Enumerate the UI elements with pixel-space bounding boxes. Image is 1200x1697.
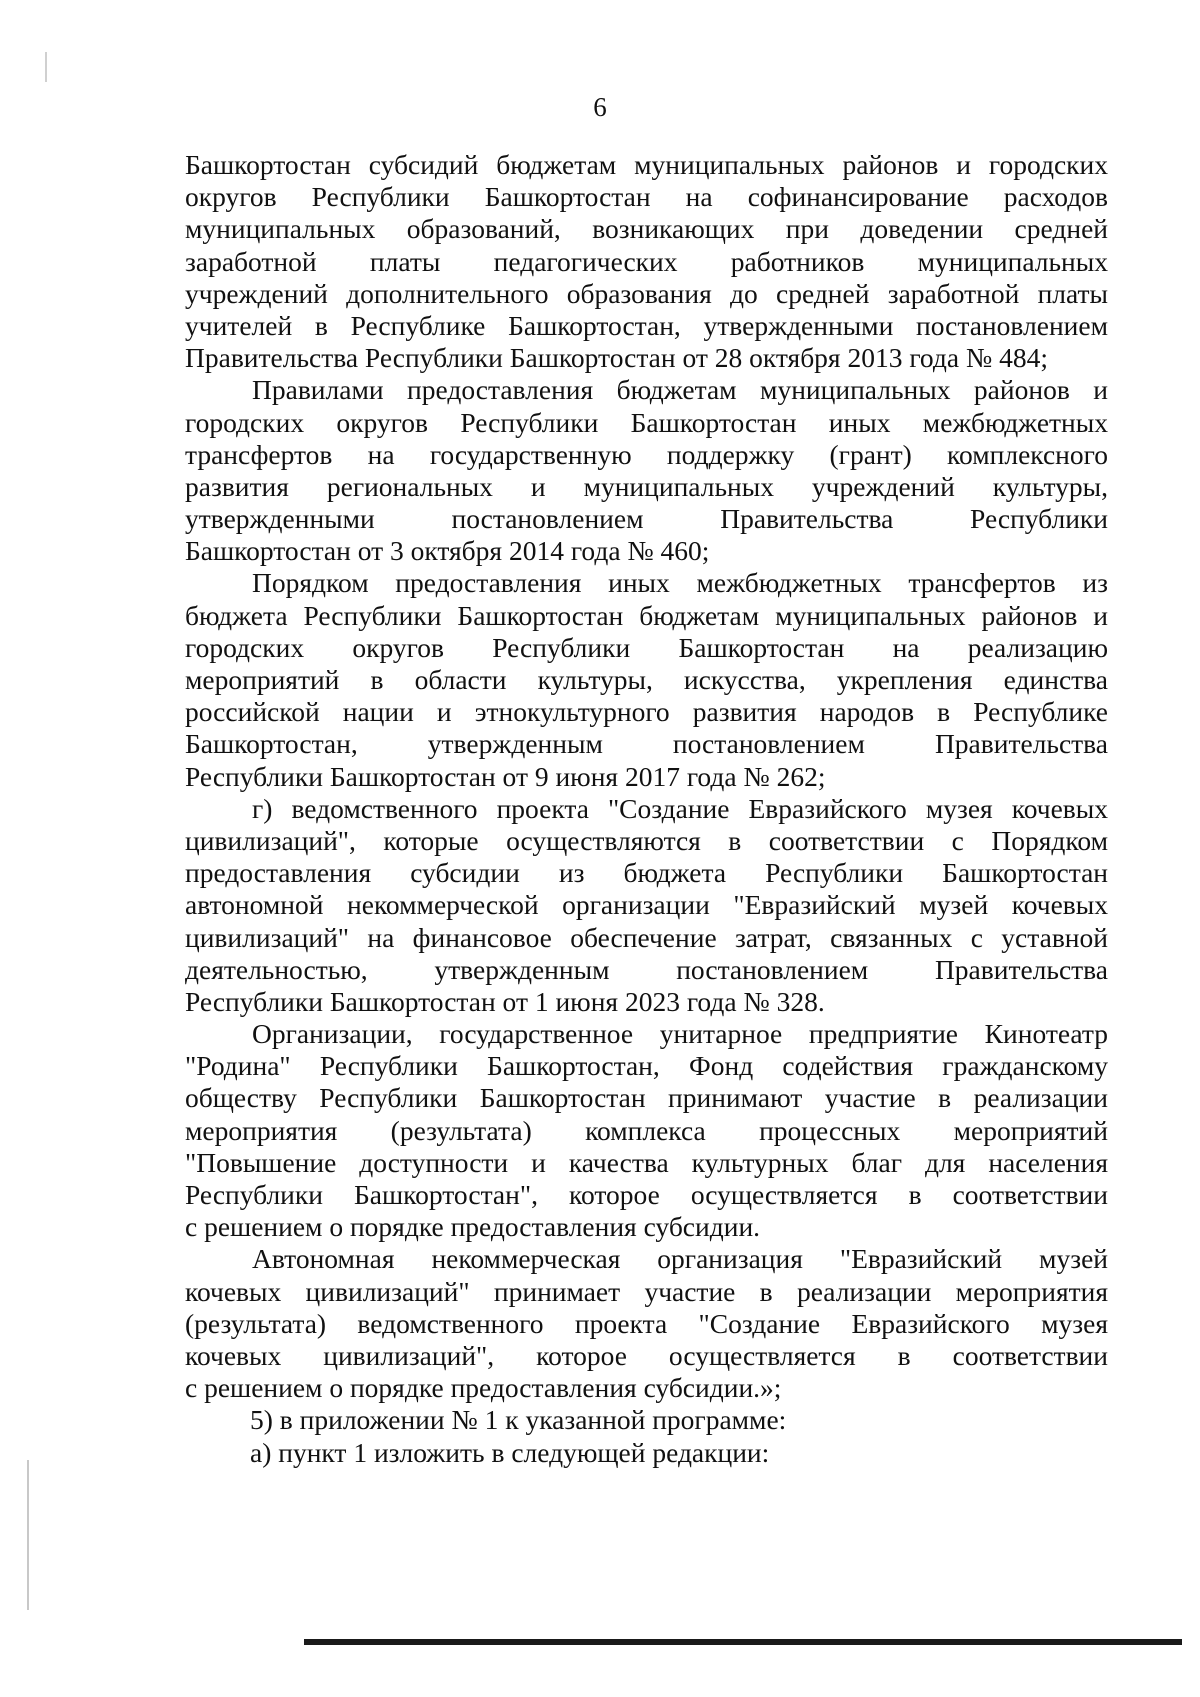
text-line: "Родина" Республики Башкортостан, Фонд содействия гражданскому <box>185 1050 1108 1082</box>
text-line: Республики Башкортостан от 9 июня 2017 года № 262; <box>185 760 826 792</box>
text-line: Организации, государственное унитарное предприятие Кинотеатр <box>252 1018 1108 1050</box>
text-line: мероприятий в области культуры, искусства, укрепления единства <box>185 664 1108 695</box>
text-line: утвержденными постановлением Правительства Республики <box>185 503 1108 535</box>
text-line: заработной платы педагогических работников муниципальных <box>185 245 1108 277</box>
text-line: г) ведомственного проекта "Создание Евразийского музея кочевых <box>252 792 1108 824</box>
text-line: с решением о порядке предоставления субсидии.»; <box>185 1372 782 1404</box>
text-line: мероприятия (результата) комплекса процессных мероприятий <box>185 1114 1108 1146</box>
bottom-rule <box>304 1639 1182 1645</box>
text-line: Порядком предоставления иных межбюджетных трансфертов из <box>252 567 1108 599</box>
text-line: учреждений дополнительного образования до средней заработной платы <box>185 277 1108 309</box>
text-line: цивилизаций", которые осуществляются в соответствии с Порядком <box>185 824 1108 856</box>
text-line: деятельностью, утвержденным постановлением Правительства <box>185 953 1108 985</box>
text-line: развития региональных и муниципальных учреждений культуры, <box>185 470 1108 502</box>
text-line: (результата) ведомственного проекта "Создание Евразийского музея <box>185 1307 1108 1339</box>
text-line: цивилизаций" на финансовое обеспечение затрат, связанных с уставной <box>185 921 1108 953</box>
text-line: бюджета Республики Башкортостан бюджетам муниципальных районов и <box>185 599 1108 631</box>
text-line: Башкортостан, утвержденным постановлением Правительства <box>185 728 1108 760</box>
text-line: городских округов Республики Башкортостан на реализацию <box>185 631 1108 663</box>
scan-artifact-top <box>45 52 47 82</box>
text-line: Правилами предоставления бюджетам муниципальных районов и <box>252 374 1108 406</box>
text-line: российской нации и этнокультурного развития народов в Республике <box>185 696 1108 728</box>
text-line: "Повышение доступности и качества культурных благ для населения <box>185 1146 1108 1178</box>
text-line: Башкортостан от 3 октября 2014 года № 460; <box>185 535 710 567</box>
text-line: учителей в Республике Башкортостан, утвержденными постановлением <box>185 309 1108 341</box>
page-number: 6 <box>593 92 607 122</box>
text-line: муниципальных образований, возникающих при доведении средней <box>185 213 1108 245</box>
text-line: автономной некоммерческой организации "Евразийский музей кочевых <box>185 889 1108 921</box>
text-line: городских округов Республики Башкортостан иных межбюджетных <box>185 406 1108 438</box>
text-line: а) пункт 1 изложить в следующей редакции: <box>250 1436 770 1468</box>
text-line: Республики Башкортостан", которое осуществляется в соответствии <box>185 1179 1108 1210</box>
text-line: кочевых цивилизаций" принимает участие в реализации мероприятия <box>185 1275 1108 1307</box>
text-line: предоставления субсидии из бюджета Республики Башкортостан <box>185 857 1108 889</box>
text-line: округов Республики Башкортостан на софинансирование расходов <box>185 181 1108 213</box>
text-line: Башкортостан субсидий бюджетам муниципальных районов и городских <box>185 149 1108 180</box>
document-body <box>185 149 1108 1469</box>
text-line: Автономная некоммерческая организация "Евразийский музей <box>252 1243 1108 1275</box>
scan-artifact-left <box>27 1460 29 1610</box>
text-line: трансфертов на государственную поддержку (грант) комплексного <box>185 438 1108 470</box>
text-line: с решением о порядке предоставления субсидии. <box>185 1211 761 1243</box>
text-line: кочевых цивилизаций", которое осуществляется в соответствии <box>185 1339 1108 1371</box>
text-line: Правительства Республики Башкортостан от 28 октября 2013 года № 484; <box>185 342 1048 374</box>
text-line: 5) в приложении № 1 к указанной программе: <box>250 1404 787 1436</box>
text-line: Республики Башкортостан от 1 июня 2023 года № 328. <box>185 985 825 1017</box>
text-line: обществу Республики Башкортостан принимают участие в реализации <box>185 1082 1108 1114</box>
